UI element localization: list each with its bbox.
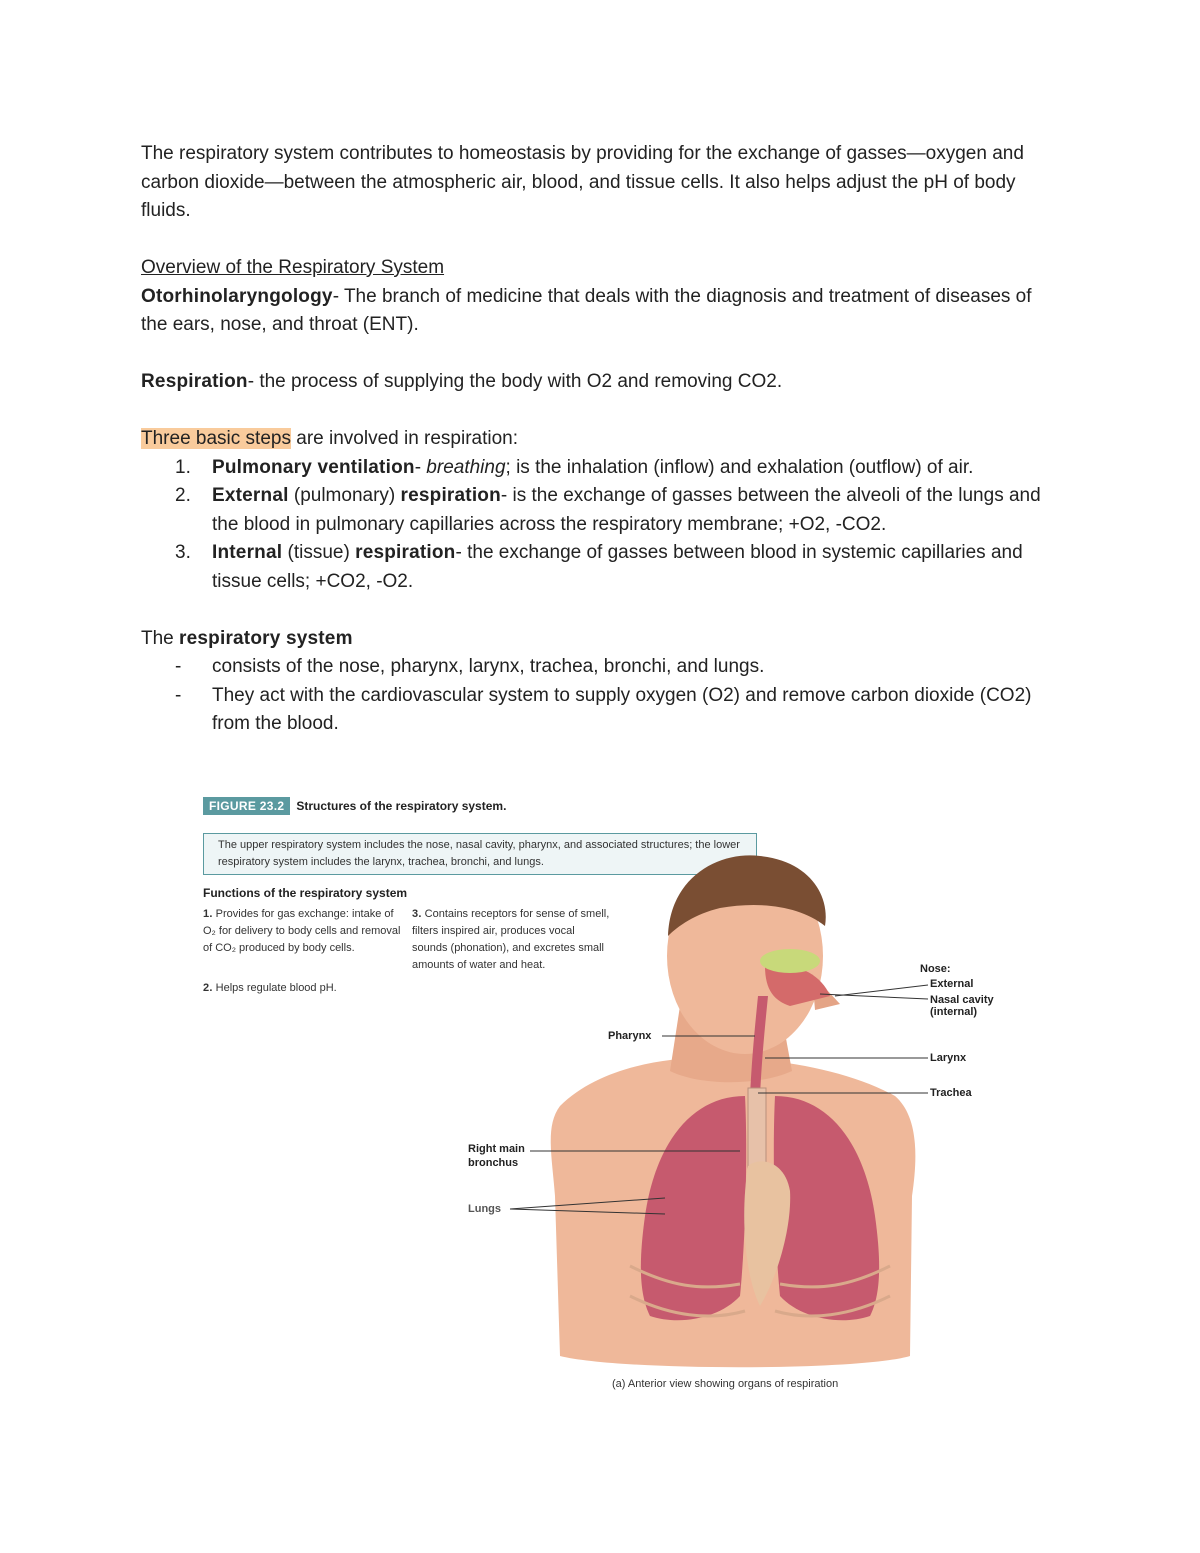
label-nasal-cavity: Nasal cavity [930, 994, 994, 1006]
function-text: Contains receptors for sense of smell, filters inspired air, produces vocal sounds (phonation), and excretes small amounts of water and heat. [412, 908, 610, 971]
step-text: - [414, 456, 427, 478]
system-bullets [141, 653, 1061, 739]
step-term: respiration [400, 485, 501, 506]
steps-list [141, 454, 1061, 597]
step-term: respiration [355, 542, 456, 563]
respiration-text: - the process of supplying the body with O2 and removing CO2. [247, 371, 783, 392]
steps-intro [141, 425, 1061, 454]
respiration-term: Respiration [141, 371, 248, 392]
trachea-shape [748, 1088, 766, 1168]
respiratory-figure [200, 796, 1000, 1396]
function-number: 2. [203, 982, 213, 994]
function-number: 3. [412, 908, 422, 920]
step-item-3 [141, 539, 1061, 596]
label-bronchus: bronchus [468, 1157, 519, 1169]
bullet-text: They act with the cardiovascular system to supply oxygen (O2) and remove carbon dioxide (CO2) from the blood. [212, 684, 1032, 734]
bullet-item [141, 653, 1061, 682]
function-text: Provides for gas exchange: intake of O₂ for delivery to body cells and removal of CO₂ produced by body cells. [203, 908, 401, 954]
label-trachea: Trachea [930, 1087, 972, 1099]
step-term: External [212, 485, 289, 506]
label-lungs: Lungs [468, 1203, 501, 1215]
step-term: Internal [212, 542, 283, 563]
step-italic: breathing [426, 456, 506, 478]
respiratory-system-term: respiratory system [179, 627, 353, 649]
label-nose: Nose: [920, 963, 951, 975]
bullet-dash: - [175, 656, 182, 677]
step-number: 3. [175, 542, 191, 563]
steps-intro-text: are involved in respiration: [290, 428, 519, 449]
step-text: ; is the inhalation (inflow) and exhalation (outflow) of air. [505, 456, 974, 478]
figure-caption: (a) Anterior view showing organs of respiration [612, 1378, 839, 1390]
otorhinolaryngology-definition [141, 283, 1061, 340]
step-item-1 [141, 454, 1061, 483]
step-text: (pulmonary) [288, 485, 401, 506]
bullet-dash: - [175, 684, 182, 706]
step-text: (tissue) [282, 542, 356, 563]
heading-text: The [141, 627, 180, 649]
figure-title: Structures of the respiratory system. [296, 799, 507, 813]
otorhinolaryngology-text: - The branch of medicine that deals with the diagnosis and treatment of diseases of the ears, nose, and throat (ENT). [141, 285, 1032, 335]
step-number: 2. [175, 485, 191, 506]
label-pharynx: Pharynx [608, 1030, 652, 1042]
step-number: 1. [175, 456, 191, 478]
intro-paragraph: The respiratory system contributes to homeostasis by providing for the exchange of gasses—oxygen and carbon dioxide—between the atmospheric air, blood, and tissue cells. It also helps adjust the pH of body fluids. [141, 143, 1024, 221]
step-term: Pulmonary ventilation [212, 456, 415, 478]
functions-title: Functions of the respiratory system [203, 886, 408, 900]
document-body [141, 140, 1061, 739]
highlighted-text: Three basic steps [141, 428, 291, 449]
function-text: Helps regulate blood pH. [215, 982, 337, 994]
figure-summary-box: The upper respiratory system includes the nose, nasal cavity, pharynx, and associated structures; the lower respiratory system includes the larynx, trachea, bronchi, and lungs. [203, 833, 757, 875]
respiratory-system-heading [141, 625, 1061, 654]
overview-heading: Overview of the Respiratory System [141, 257, 445, 278]
anatomy-illustration [200, 796, 1000, 1396]
label-external: External [930, 978, 974, 990]
bullet-item [141, 682, 1061, 739]
label-right-main: Right main [468, 1143, 525, 1155]
sinus-shape [760, 949, 820, 973]
step-text: - the exchange of gasses between blood in systemic capillaries and tissue cells; +CO2, -O2. [212, 542, 1023, 592]
function-number: 1. [203, 908, 213, 920]
respiration-definition [141, 368, 1061, 397]
figure-badge: FIGURE 23.2 [203, 797, 290, 815]
label-internal: (internal) [930, 1006, 978, 1018]
step-item-2 [141, 482, 1061, 539]
bullet-text: consists of the nose, pharynx, larynx, trachea, bronchi, and lungs. [212, 656, 765, 677]
otorhinolaryngology-term: Otorhinolaryngology [141, 285, 333, 307]
step-text: - is the exchange of gasses between the alveoli of the lungs and the blood in pulmonary capillaries across the respiratory membrane; +O2, -CO2. [212, 485, 1041, 535]
label-larynx: Larynx [930, 1052, 967, 1064]
